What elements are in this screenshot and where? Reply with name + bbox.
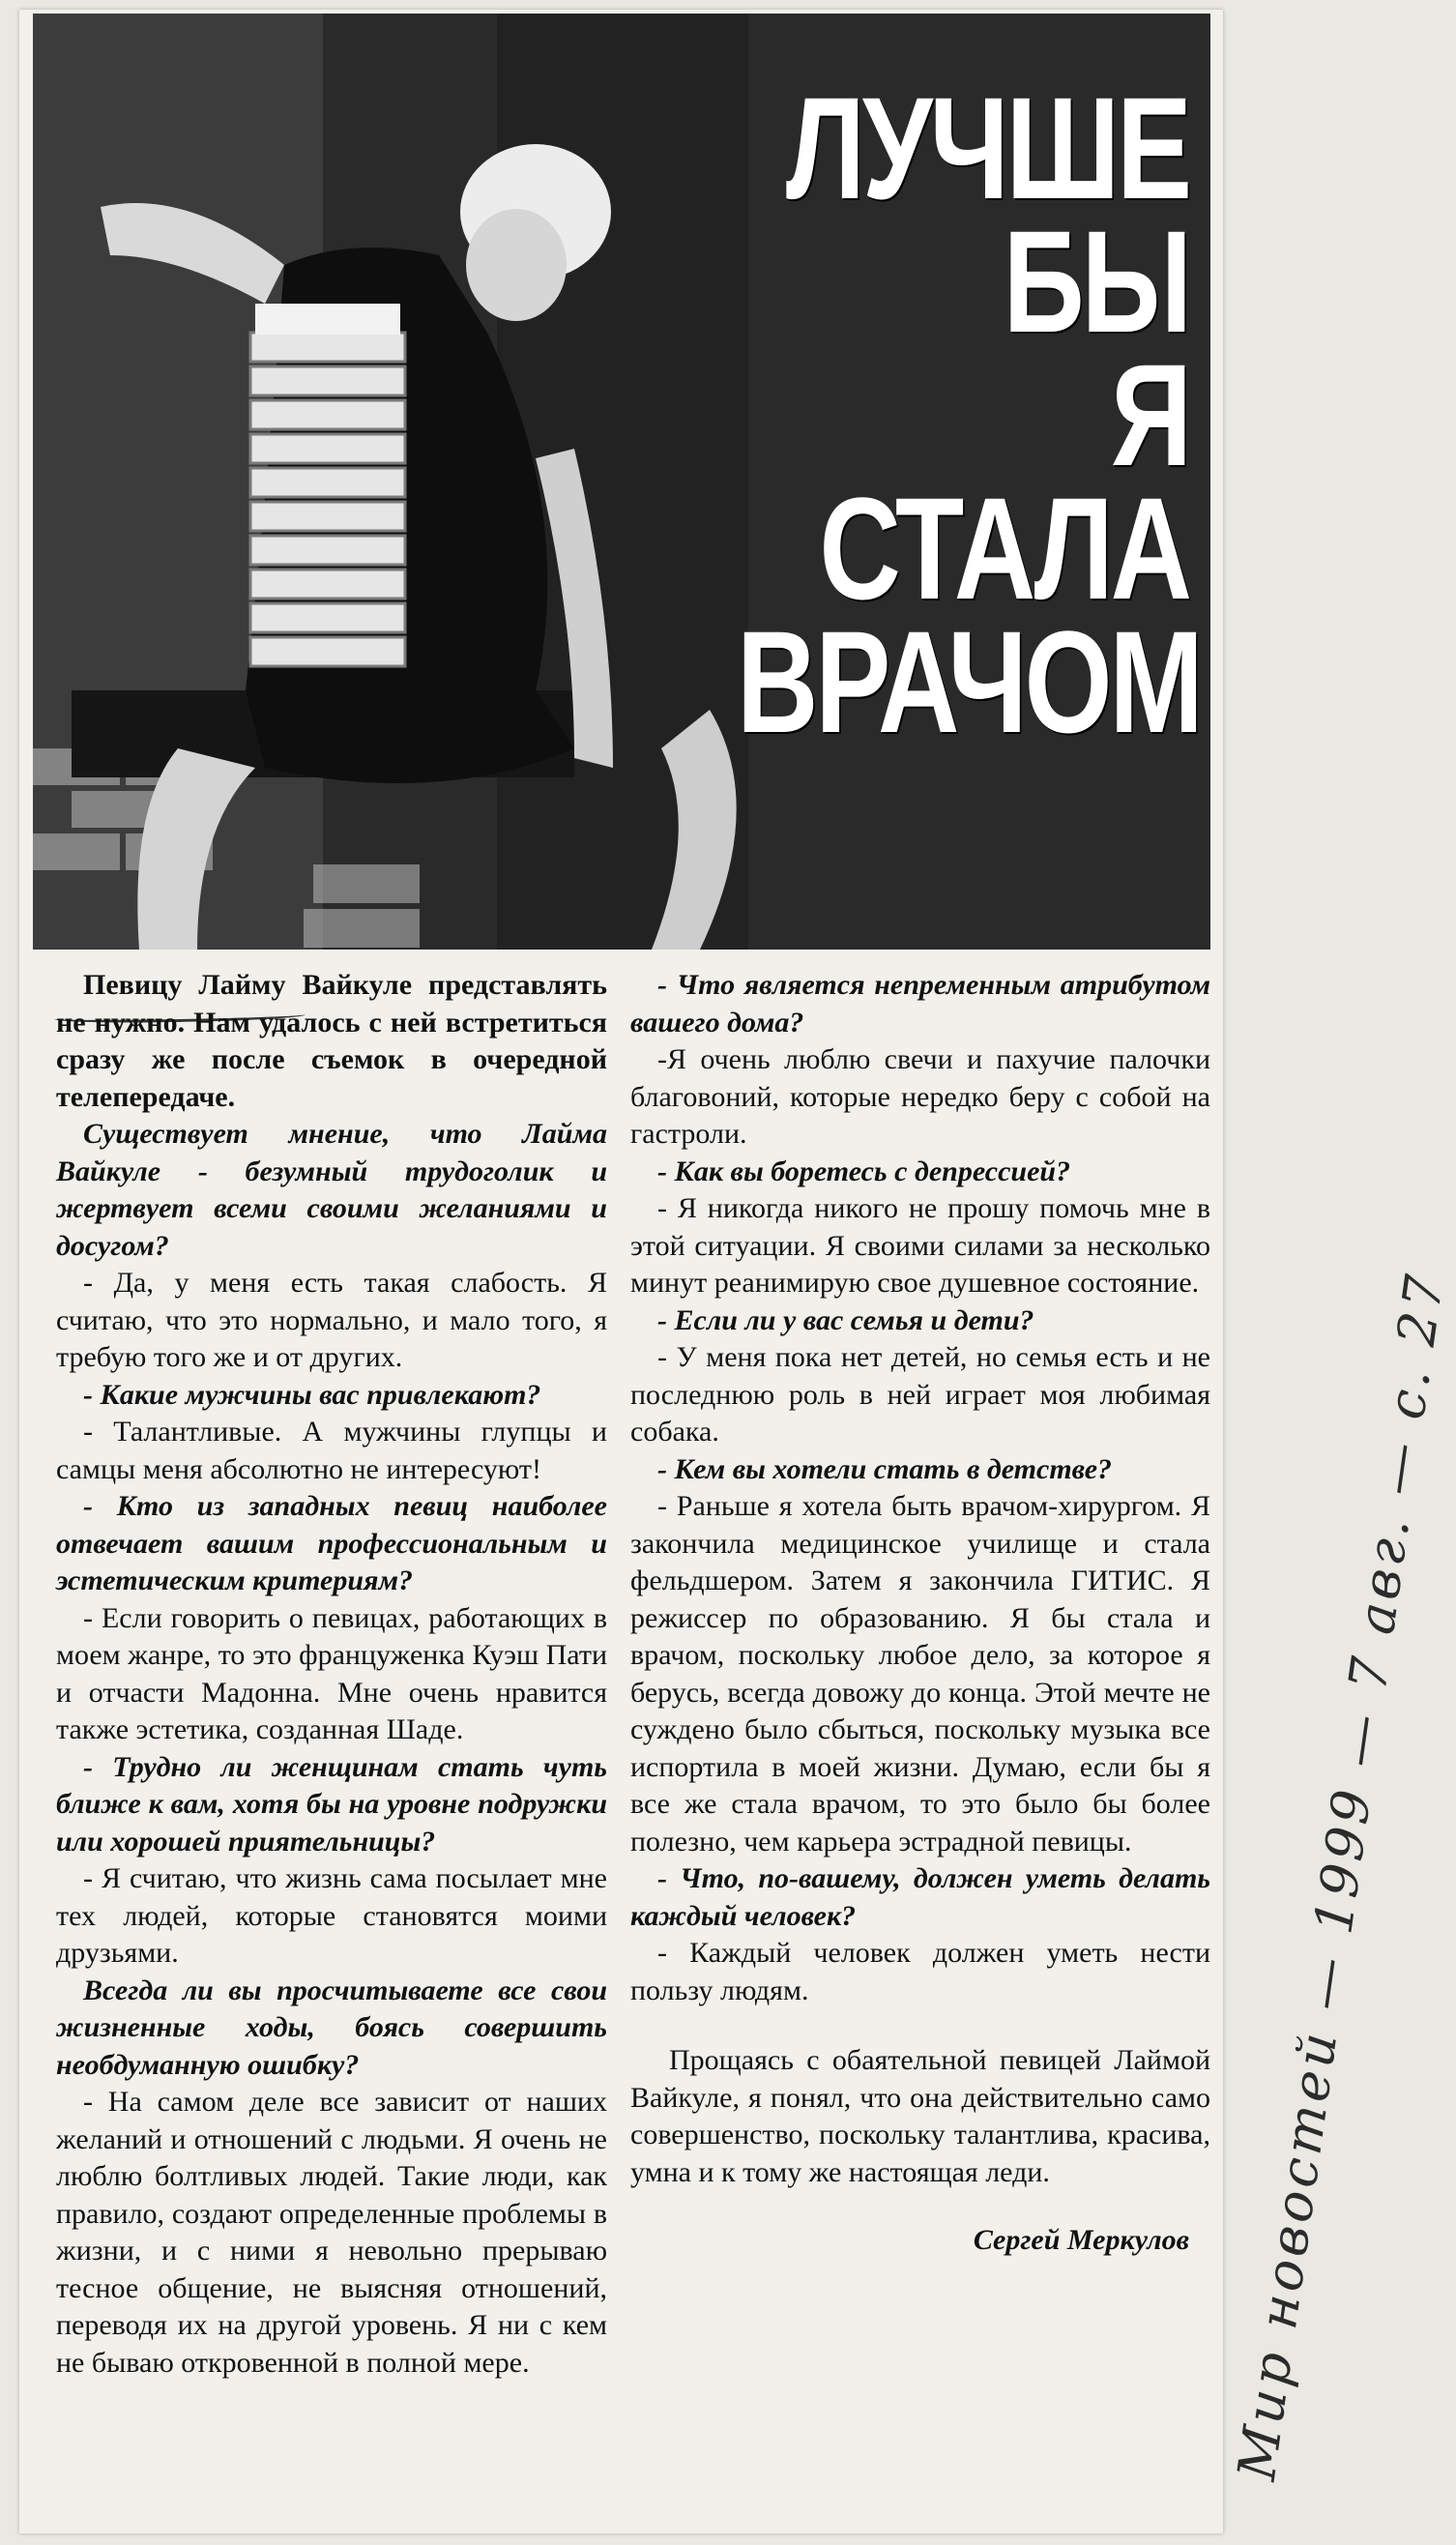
author-signature: Сергей Меркулов — [973, 2224, 1189, 2256]
headline-line-1: ЛУЧШЕ БЫ — [785, 67, 1189, 363]
question-6: - Что является непременным атрибутом вашего дома? — [630, 969, 1210, 1038]
answer-6: -Я очень люблю свечи и пахучие палочки благовоний, которые нередко беру с собой на гастроли. — [630, 1043, 1210, 1150]
headline-line-2: Я СТАЛА — [819, 334, 1189, 629]
question-5: Всегда ли вы просчитываете все свои жизненные ходы, боясь совершить необдуманную ошибку? — [56, 1974, 607, 2081]
article-headline — [737, 67, 1201, 763]
article-farewell: Прощаясь с обаятельной певицей Лаймой Вайкуле, я понял, что она действительно само совершенство, поскольку талантлива, красива, умна и к тому же настоящая леди. — [630, 2044, 1210, 2188]
headline-line-3: ВРАЧОМ — [737, 600, 1201, 763]
question-3: - Кто из западных певиц наиболее отвечает вашим профессиональным и эстетическим критериям? — [56, 1490, 607, 1596]
answer-5: - На самом деле все зависит от наших желаний и отношений с людьми. Я очень не люблю болтливых людей. Такие люди, как правило, создают определенные проблемы в жизни, и с ними я невольно прерываю тесное общение, не выясняя отношений, переводя их на другой уровень. Я ни с кем не бываю откровенной в полной мере. — [56, 2086, 607, 2379]
article-lead: Певицу Лайму Вайкуле представлять не нужно. Нам удалось с ней встретиться сразу же после съемок в очередной телепередаче. — [56, 969, 607, 1113]
question-4: - Трудно ли женщинам стать чуть ближе к вам, хотя бы на уровне подружки или хорошей приятельницы? — [56, 1750, 607, 1858]
question-9: - Кем вы хотели стать в детстве? — [657, 1452, 1113, 1485]
answer-2: - Талантливые. А мужчины глупцы и самцы меня абсолютно не интересуют! — [56, 1416, 607, 1485]
article-column-left — [56, 967, 607, 2382]
answer-4: - Я считаю, что жизнь сама посылает мне тех людей, которые становятся моими друзьями. — [56, 1862, 607, 1969]
question-1: Существует мнение, что Лайма Вайкуле - безумный трудоголик и жертвует всеми своими желаниями и досугом? — [56, 1118, 607, 1262]
answer-9: - Раньше я хотела быть врачом-хирургом. Я закончила медицинское училище и стала фельдшером. Затем я закончила ГИТИС. Я режиссер по образованию. Я бы стала и врачом, поскольку любое дело, за которое я берусь, всегда довожу до конца. Этой мечте не суждено было сбыться, поскольку музыка все испортила в моей жизни. Думаю, если бы я все же стала врачом, то это было бы более полезно, чем карьера эстрадной певицы. — [630, 1490, 1210, 1858]
question-10: - Что, по-вашему, должен уметь делать каждый человек? — [630, 1862, 1210, 1932]
answer-10: - Каждый человек должен уметь нести пользу людям. — [630, 1937, 1210, 2006]
answer-7: - Я никогда никого не прошу помочь мне в этой ситуации. Я своими силами за несколько минут реанимирую свое душевное состояние. — [630, 1192, 1210, 1299]
question-7: - Как вы боретесь с депрессией? — [657, 1155, 1071, 1187]
question-2: - Какие мужчины вас привлекают? — [83, 1378, 541, 1411]
answer-1: - Да, у меня есть такая слабость. Я считаю, что это нормально, и мало того, я требую того же и от других. — [56, 1267, 607, 1373]
question-8: - Если ли у вас семья и дети? — [657, 1303, 1034, 1336]
handwritten-source-note: Мир новостей — 1999 — 7 авг. — с. 27 — [1226, 1267, 1456, 2484]
answer-8: - У меня пока нет детей, но семья есть и не последнюю роль в ней играет моя любимая собака. — [630, 1341, 1210, 1448]
answer-3: - Если говорить о певицах, работающих в моем жанре, то это француженка Куэш Пати и отчасти Мадонна. Мне очень нравится также эстетика, созданная Шаде. — [56, 1601, 607, 1745]
article-column-right — [630, 967, 1210, 2260]
article-photo — [33, 14, 1210, 950]
